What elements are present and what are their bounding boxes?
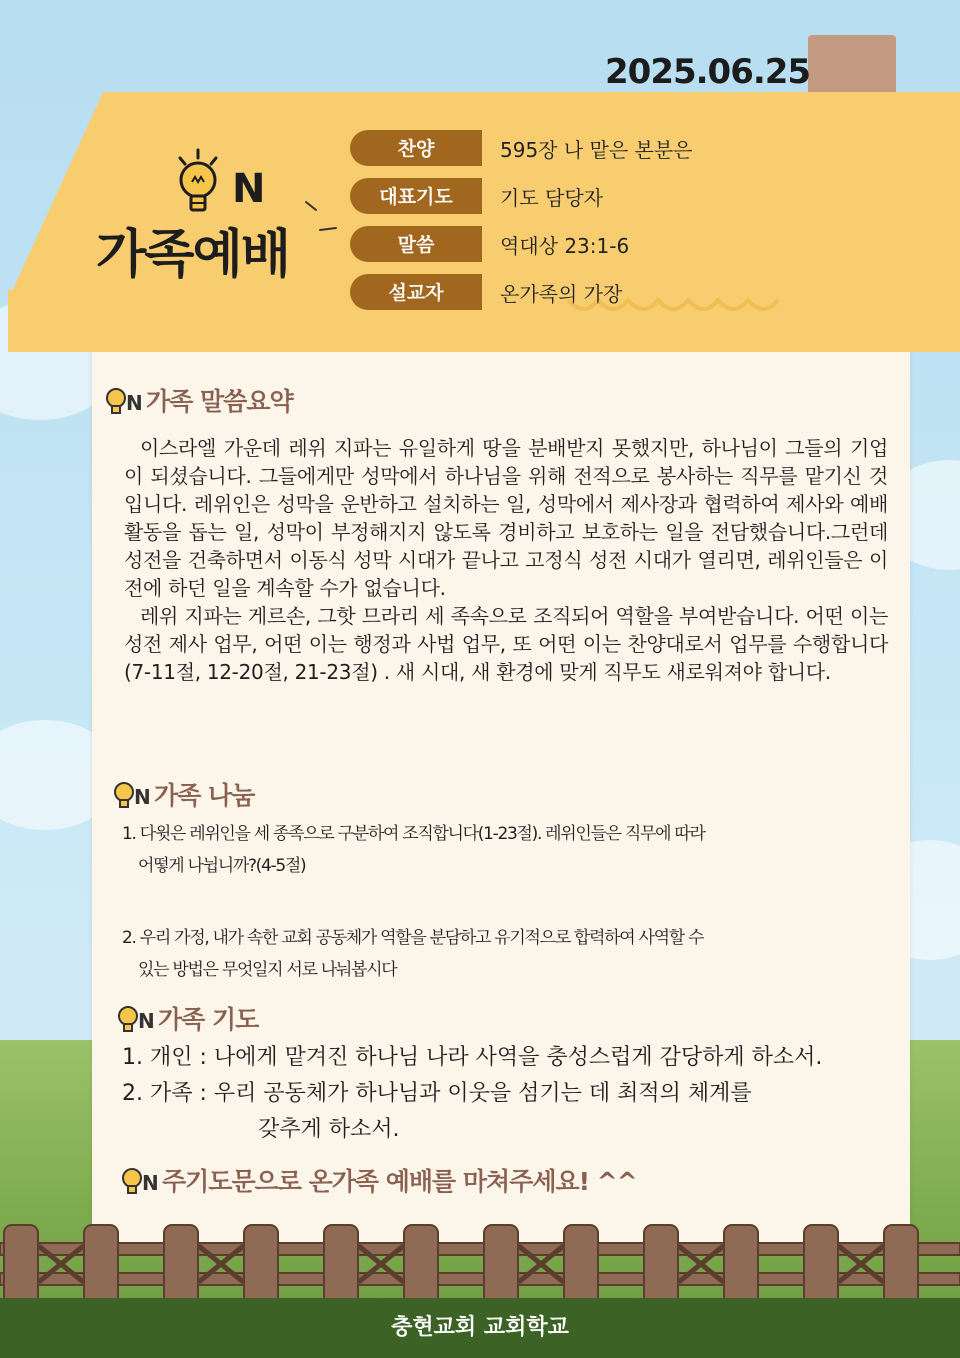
prayer-item-2-continued: 갖추게 하소서. [258,1117,400,1142]
sparkle-lines [300,192,344,252]
summary-paragraph: 레위 지파는 게르손, 그핫 므라리 세 족속으로 조직되어 역할을 부여받습니다. 어떤 이는 성전 제사 업무, 어떤 이는 행정과 사법 업무, 또 어떤 이는 찬양대로서 업무를 수행합니다(7-11절, 12-20절, 21-23절) . 새 시대, 새 환경에 맞게 직무도 새로워져야 합니다. [124,604,888,684]
svg-text:N: N [126,391,143,415]
logo-on-letter: N [232,166,266,212]
summary-paragraph: 이스라엘 가운데 레위 지파는 유일하게 땅을 분배받지 못했지만, 하나님이 그들의 기업이 되셨습니다. 그들에게만 성막에서 하나님을 위해 전적으로 봉사하는 직무를 맡기신 것입니다. 레위인은 성막을 운반하고 설치하는 일, 성막에서 제사장과 협력하여 제사와 예배 활동을 돕는 일, 성막이 부정해지지 않도록 경비하고 보호하는 일을 전담했습니다.그런데 성전을 건축하면서 이동식 성막 시대가 끝나고 고정식 성전 시대가 열리면, 레위인들은 이전에 하던 일을 계속할 수가 없습니다. [124,436,888,600]
info-value: 온가족의 가장 [500,282,623,306]
section-header-summary [104,382,293,418]
info-label: 대표기도 [350,178,482,214]
summary-text [124,434,888,686]
info-label: 찬양 [350,130,482,166]
section-title: 가족 나눔 [154,781,255,810]
info-value: 기도 담당자 [500,186,603,210]
sharing-question-1 [122,818,705,882]
sharing-question-2 [122,922,703,986]
lightbulb-icon [116,1000,156,1036]
question-line: 1. 다윗은 레위인을 세 종족으로 구분하여 조직합니다(1-23절). 레위인들은 직무에 따라 [122,824,705,844]
question-line: 어떻게 나뉩니까?(4-5절) [138,856,306,876]
info-value: 역대상 23:1-6 [500,234,630,258]
date: 2025.06.25 [605,52,811,92]
svg-text:N: N [134,785,151,809]
question-line: 2. 우리 가정, 내가 속한 교회 공동체가 역할을 분담하고 유기적으로 합력하여 사역할 수 [122,928,704,948]
lightbulb-icon [112,776,152,812]
footer: 충현교회 교회학교 [0,1298,960,1358]
prayer-item-2: 2. 가족 : 우리 공동체가 하나님과 이웃을 섬기는 데 최적의 체계를 [122,1081,752,1106]
info-label: 설교자 [350,274,482,310]
page-title: 가족예배 [96,225,289,285]
section-header-prayer [116,1000,258,1036]
info-label: 말씀 [350,226,482,262]
lightbulb-icon [104,382,144,418]
question-line: 있는 방법은 무엇일지 서로 나눠봅시다 [138,960,397,980]
section-header-closing [120,1162,637,1198]
section-header-sharing [112,776,254,812]
roof-scallop [8,290,960,350]
prayer-item-1: 1. 개인 : 나에게 맡겨진 하나님 나라 사역을 충성스럽게 감당하게 하소서. [122,1045,823,1070]
svg-text:N: N [138,1009,155,1033]
lightbulb-icon [168,148,278,218]
section-title: 가족 기도 [158,1005,259,1034]
section-title: 주기도문으로 온가족 예배를 마쳐주세요! ^^ [162,1167,637,1196]
wooden-fence [0,1215,960,1305]
info-value: 595장 나 맡은 본분은 [500,138,693,162]
svg-text:N: N [142,1171,159,1195]
section-title: 가족 말씀요약 [146,387,293,416]
lightbulb-icon [120,1162,160,1198]
